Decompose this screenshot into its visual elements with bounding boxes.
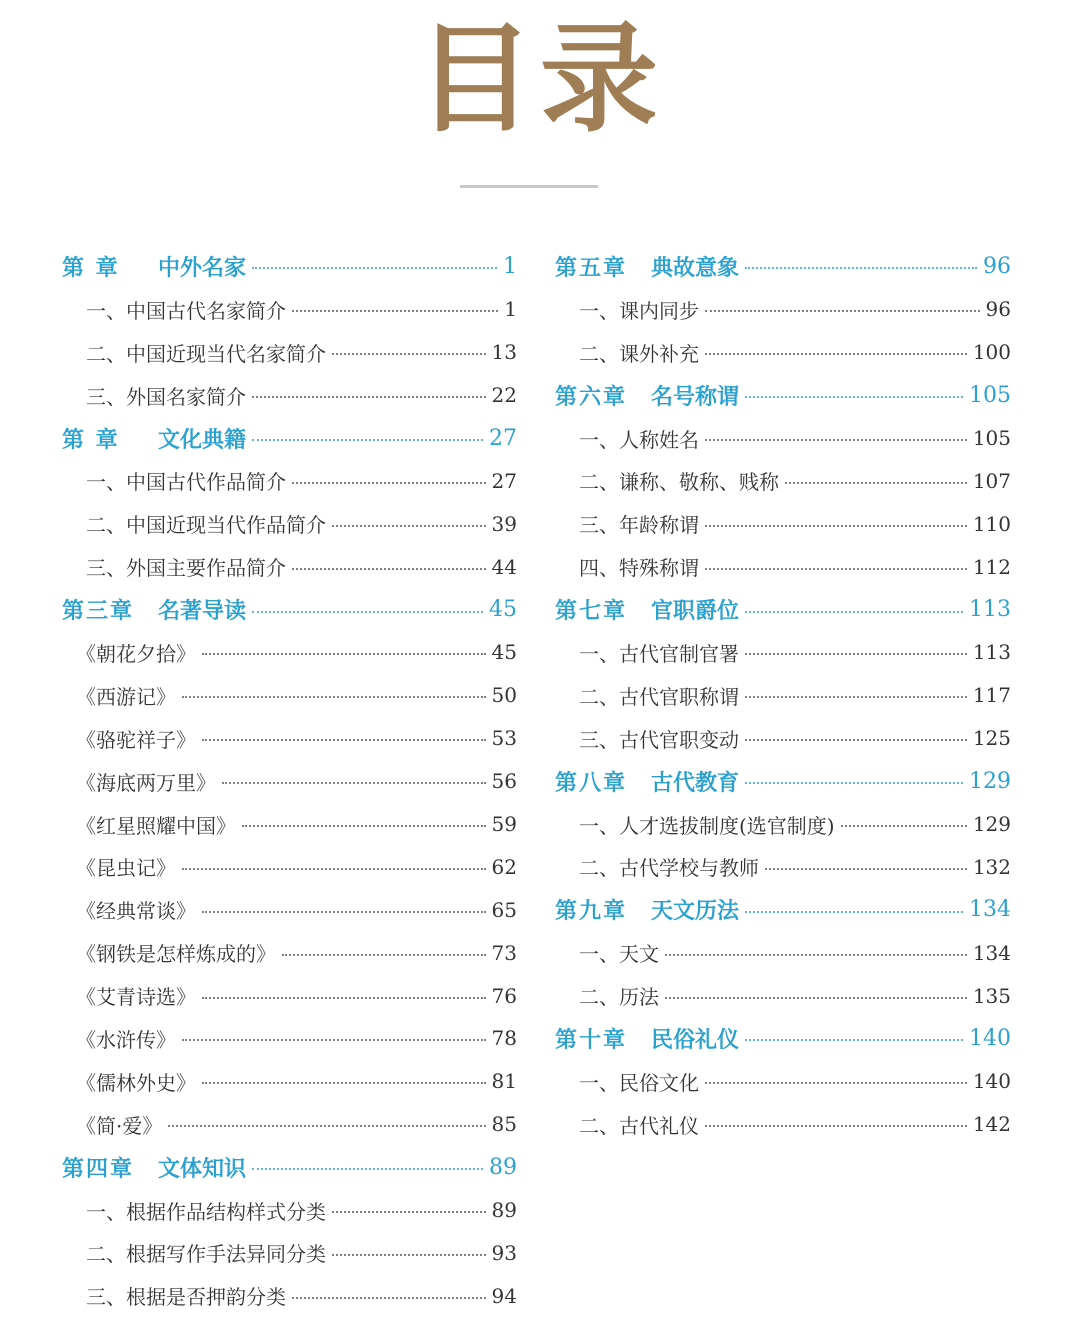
entry-label: 三、古代官职变动 — [579, 727, 739, 752]
dot-leader — [332, 525, 486, 527]
page-number: 62 — [491, 854, 517, 879]
dot-leader — [745, 653, 967, 655]
dot-leader — [665, 954, 967, 956]
entry-label: 二、中国近现当代作品简介 — [86, 513, 326, 538]
toc-section-entry[interactable] — [62, 1231, 517, 1274]
toc-chapter-entry[interactable] — [555, 588, 1011, 631]
toc-chapter-entry[interactable] — [555, 374, 1011, 417]
dot-leader — [705, 353, 967, 355]
entry-label: 《儒林外史》 — [76, 1070, 196, 1095]
toc-section-entry[interactable] — [555, 331, 1011, 374]
toc-book-entry[interactable] — [62, 888, 517, 931]
dot-leader — [745, 696, 967, 698]
page-number: 89 — [489, 1154, 517, 1180]
chapter-number: 第三章 — [62, 598, 135, 625]
entry-label: 一、中国古代作品简介 — [86, 470, 286, 495]
dot-leader — [202, 739, 486, 741]
toc-chapter-entry[interactable] — [555, 888, 1011, 931]
dot-leader — [182, 696, 486, 698]
chapter-number: 第十章 — [555, 1026, 628, 1053]
page-number: 132 — [972, 854, 1011, 879]
entry-label: 一、古代官制官署 — [579, 641, 739, 666]
toc-chapter-entry[interactable] — [62, 588, 517, 631]
page-number: 140 — [972, 1069, 1011, 1094]
toc-section-entry[interactable] — [555, 459, 1011, 502]
entry-label: 名著导读 — [158, 598, 247, 625]
dot-leader — [745, 1039, 963, 1041]
dot-leader — [252, 611, 483, 613]
entry-label: 一、中国古代名家简介 — [86, 298, 286, 323]
entry-label: 三、外国主要作品简介 — [86, 556, 286, 581]
page-number: 93 — [491, 1240, 517, 1265]
page-number: 140 — [969, 1025, 1011, 1051]
toc-chapter-entry[interactable] — [555, 760, 1011, 803]
toc-section-entry[interactable] — [555, 974, 1011, 1017]
entry-label: 二、谦称、敬称、贱称 — [579, 470, 779, 495]
dot-leader — [242, 825, 486, 827]
page-number: 105 — [969, 382, 1011, 408]
entry-label: 《经典常谈》 — [76, 899, 196, 924]
page-number: 105 — [972, 426, 1011, 450]
entry-label: 《骆驼祥子》 — [76, 727, 196, 752]
toc-chapter-entry[interactable] — [555, 1017, 1011, 1060]
page-number: 76 — [491, 983, 517, 1008]
page-title: 目录 — [415, 9, 664, 148]
entry-label: 二、古代官职称谓 — [579, 684, 739, 709]
dot-leader — [292, 568, 486, 570]
dot-leader — [705, 1125, 967, 1127]
toc-section-entry[interactable] — [62, 545, 517, 588]
dot-leader — [745, 782, 963, 784]
chapter-number: 第九章 — [555, 898, 628, 925]
dot-leader — [292, 482, 486, 484]
entry-label: 官职爵位 — [651, 598, 740, 625]
dot-leader — [745, 611, 963, 613]
dot-leader — [222, 782, 486, 784]
page-number: 129 — [969, 768, 1011, 794]
page-number: 27 — [489, 425, 517, 451]
entry-label: 古代教育 — [651, 769, 740, 796]
dot-leader — [765, 868, 967, 870]
page-number: 117 — [972, 683, 1011, 708]
entry-label: 《简·爱》 — [76, 1113, 163, 1138]
dot-leader — [168, 1125, 485, 1127]
page-number: 107 — [972, 468, 1011, 493]
entry-label: 二、根据写作手法异同分类 — [86, 1242, 326, 1267]
toc-book-entry[interactable] — [62, 845, 517, 888]
dot-leader — [292, 310, 498, 312]
page-number: 1 — [503, 253, 517, 279]
toc-section-entry[interactable] — [555, 803, 1011, 846]
page-number: 73 — [491, 940, 517, 965]
toc-book-entry[interactable] — [62, 760, 517, 803]
toc-section-entry[interactable] — [62, 1274, 517, 1317]
chapter-number: 第 章 — [62, 254, 120, 281]
page-number: 65 — [491, 897, 517, 922]
toc-book-entry[interactable] — [62, 931, 517, 974]
entry-label: 一、人才选拔制度(选官制度) — [579, 813, 835, 838]
title-divider — [460, 185, 598, 188]
toc-section-entry[interactable] — [62, 374, 517, 417]
page-number: 44 — [491, 554, 517, 579]
toc-section-entry[interactable] — [62, 1189, 517, 1232]
page-number: 13 — [491, 340, 517, 365]
toc-book-entry[interactable] — [62, 631, 517, 674]
toc-section-entry[interactable] — [555, 674, 1011, 717]
entry-label: 二、历法 — [579, 985, 659, 1010]
toc-chapter-entry[interactable] — [62, 1146, 517, 1189]
dot-leader — [745, 267, 977, 269]
dot-leader — [182, 1039, 486, 1041]
toc-chapter-entry[interactable] — [62, 417, 517, 460]
toc-section-entry[interactable] — [62, 502, 517, 545]
toc-section-entry[interactable] — [555, 1103, 1011, 1146]
entry-label: 三、年龄称谓 — [579, 513, 699, 538]
dot-leader — [785, 482, 967, 484]
entry-label: 三、根据是否押韵分类 — [86, 1285, 286, 1310]
page-number: 94 — [491, 1283, 517, 1308]
chapter-number: 第七章 — [555, 598, 628, 625]
entry-label: 《艾青诗选》 — [76, 985, 196, 1010]
entry-label: 民俗礼仪 — [651, 1026, 740, 1053]
entry-label: 中外名家 — [158, 254, 247, 281]
page-number: 129 — [972, 812, 1011, 837]
dot-leader — [705, 525, 967, 527]
dot-leader — [332, 1254, 486, 1256]
page-number: 53 — [491, 726, 517, 751]
page-number: 56 — [491, 769, 517, 794]
chapter-number: 第五章 — [555, 254, 628, 281]
entry-label: 文化典籍 — [158, 426, 247, 453]
dot-leader — [202, 653, 486, 655]
entry-label: 《朝花夕拾》 — [76, 641, 196, 666]
toc-chapter-entry[interactable] — [62, 245, 517, 288]
dot-leader — [252, 396, 486, 398]
dot-leader — [182, 868, 486, 870]
page-number: 113 — [969, 597, 1011, 623]
page-number: 125 — [972, 726, 1011, 751]
entry-label: 名号称谓 — [651, 383, 740, 410]
page-number: 81 — [491, 1069, 517, 1094]
dot-leader — [841, 825, 967, 827]
dot-leader — [705, 310, 980, 312]
dot-leader — [252, 267, 497, 269]
entry-label: 二、中国近现当代名家简介 — [86, 341, 326, 366]
entry-label: 三、外国名家简介 — [86, 384, 246, 409]
page-number: 45 — [491, 640, 517, 665]
dot-leader — [252, 439, 483, 441]
dot-leader — [292, 1297, 486, 1299]
page-number: 112 — [972, 554, 1011, 579]
page-number: 96 — [983, 253, 1011, 279]
page-number: 135 — [972, 983, 1011, 1008]
toc-book-entry[interactable] — [62, 674, 517, 717]
page-number: 89 — [491, 1198, 517, 1223]
toc-book-entry[interactable] — [62, 717, 517, 760]
entry-label: 一、人称姓名 — [579, 427, 699, 452]
entry-label: 二、古代礼仪 — [579, 1113, 699, 1138]
toc-left-column — [62, 245, 517, 1317]
toc-section-entry[interactable] — [555, 502, 1011, 545]
dot-leader — [202, 1082, 486, 1084]
toc-book-entry[interactable] — [62, 803, 517, 846]
toc-section-entry[interactable] — [555, 631, 1011, 674]
toc-section-entry[interactable] — [555, 845, 1011, 888]
entry-label: 《昆虫记》 — [76, 856, 176, 881]
toc-chapter-entry[interactable] — [555, 245, 1011, 288]
dot-leader — [745, 911, 963, 913]
page-number: 96 — [985, 297, 1011, 322]
dot-leader — [705, 568, 967, 570]
page-number: 45 — [489, 597, 517, 623]
page-number: 113 — [972, 640, 1011, 665]
toc-section-entry[interactable] — [62, 459, 517, 502]
page-number: 110 — [972, 511, 1011, 536]
entry-label: 一、根据作品结构样式分类 — [86, 1199, 326, 1224]
entry-label: 一、民俗文化 — [579, 1070, 699, 1095]
dot-leader — [282, 954, 486, 956]
toc-book-entry[interactable] — [62, 974, 517, 1017]
chapter-number: 第八章 — [555, 769, 628, 796]
page-number: 50 — [491, 683, 517, 708]
toc-book-entry[interactable] — [62, 1103, 517, 1146]
entry-label: 典故意象 — [651, 254, 740, 281]
entry-label: 文体知识 — [158, 1155, 247, 1182]
toc-section-entry[interactable] — [555, 1060, 1011, 1103]
toc-section-entry[interactable] — [555, 545, 1011, 588]
page-number: 100 — [972, 340, 1011, 365]
entry-label: 《海底两万里》 — [76, 770, 216, 795]
dot-leader — [745, 396, 963, 398]
dot-leader — [202, 911, 486, 913]
page-number: 1 — [504, 297, 517, 322]
toc-section-entry[interactable] — [62, 331, 517, 374]
page-number: 78 — [491, 1026, 517, 1051]
page-number: 27 — [491, 468, 517, 493]
dot-leader — [252, 1168, 483, 1170]
entry-label: 四、特殊称谓 — [579, 556, 699, 581]
chapter-number: 第四章 — [62, 1155, 135, 1182]
toc-section-entry[interactable] — [555, 931, 1011, 974]
dot-leader — [705, 1082, 967, 1084]
entry-label: 《钢铁是怎样炼成的》 — [76, 942, 276, 967]
chapter-number: 第 章 — [62, 426, 120, 453]
page-number: 22 — [491, 383, 517, 408]
entry-label: 一、课内同步 — [579, 298, 699, 323]
toc-section-entry[interactable] — [555, 288, 1011, 331]
toc-section-entry[interactable] — [62, 288, 517, 331]
page-number: 134 — [969, 897, 1011, 923]
dot-leader — [665, 997, 967, 999]
entry-label: 二、古代学校与教师 — [579, 856, 759, 881]
dot-leader — [332, 1211, 486, 1213]
toc-right-column — [555, 245, 1011, 1146]
dot-leader — [332, 353, 486, 355]
toc-book-entry[interactable] — [62, 1017, 517, 1060]
entry-label: 二、课外补充 — [579, 341, 699, 366]
page-number: 59 — [491, 812, 517, 837]
toc-section-entry[interactable] — [555, 417, 1011, 460]
entry-label: 一、天文 — [579, 942, 659, 967]
page-number: 142 — [972, 1112, 1011, 1137]
dot-leader — [202, 997, 486, 999]
dot-leader — [745, 739, 967, 741]
toc-section-entry[interactable] — [555, 717, 1011, 760]
dot-leader — [705, 439, 967, 441]
entry-label: 《西游记》 — [76, 684, 176, 709]
page-number: 85 — [491, 1112, 517, 1137]
entry-label: 天文历法 — [651, 898, 740, 925]
chapter-number: 第六章 — [555, 383, 628, 410]
toc-book-entry[interactable] — [62, 1060, 517, 1103]
page-number: 39 — [491, 511, 517, 536]
page-number: 134 — [972, 940, 1011, 965]
entry-label: 《水浒传》 — [76, 1027, 176, 1052]
entry-label: 《红星照耀中国》 — [76, 813, 236, 838]
